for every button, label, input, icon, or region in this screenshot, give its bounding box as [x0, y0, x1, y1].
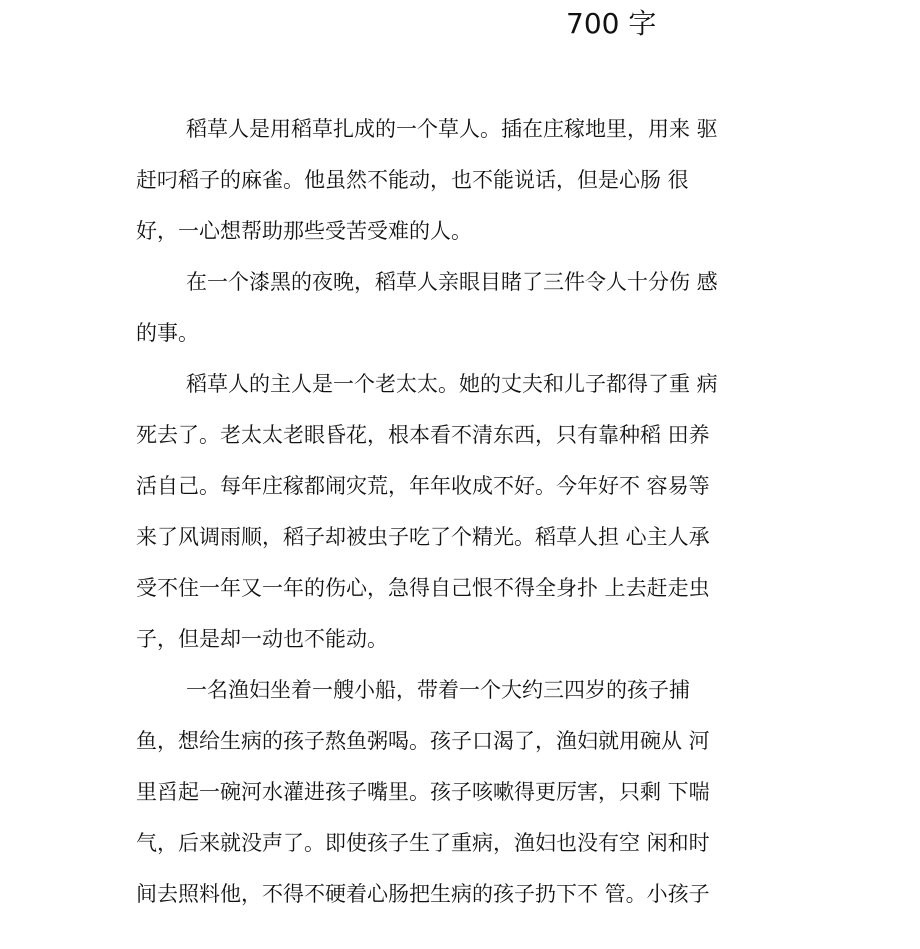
paragraph-4-line-3: 里舀起一碗河水灌进孩子嘴里。孩子咳嗽得更厉害，只剩 下喘: [136, 780, 710, 804]
paragraph-3-line-2: 死去了。老太太老眼昏花，根本看不清东西，只有靠种稻 田养: [136, 423, 710, 447]
paragraph-2-line-1: 在一个漆黑的夜晚，稻草人亲眼目睹了三件令人十分伤 感: [186, 270, 718, 294]
paragraph-1-line-3: 好，一心想帮助那些受苦受难的人。: [136, 219, 472, 243]
paragraph-4-line-1: 一名渔妇坐着一艘小船，带着一个大约三四岁的孩子捕: [186, 678, 690, 702]
paragraph-3-line-5: 受不住一年又一年的伤心，急得自己恨不得全身扑 上去赶走虫: [136, 576, 710, 600]
paragraph-4-line-5: 间去照料他，不得不硬着心肠把生病的孩子扔下不 管。小孩子: [136, 882, 710, 906]
paragraph-3-line-6: 子，但是却一动也不能动。: [136, 627, 388, 651]
page-title: 700 字: [566, 7, 657, 40]
paragraph-1-line-2: 赶叼稻子的麻雀。他虽然不能动，也不能说话，但是心肠 很: [136, 168, 689, 192]
paragraph-4-line-4: 气，后来就没声了。即使孩子生了重病，渔妇也没有空 闲和时: [136, 831, 710, 855]
paragraph-2-line-2: 的事。: [136, 321, 199, 345]
paragraph-1-line-1: 稻草人是用稻草扎成的一个草人。插在庄稼地里，用来 驱: [186, 117, 718, 141]
paragraph-3-line-4: 来了风调雨顺，稻子却被虫子吃了个精光。稻草人担 心主人承: [136, 525, 710, 549]
paragraph-4-line-2: 鱼，想给生病的孩子熬鱼粥喝。孩子口渴了，渔妇就用碗从 河: [136, 729, 710, 753]
paragraph-3-line-1: 稻草人的主人是一个老太太。她的丈夫和儿子都得了重 病: [186, 372, 718, 396]
document-body: [136, 104, 748, 920]
paragraph-3-line-3: 活自己。每年庄稼都闹灾荒，年年收成不好。今年好不 容易等: [136, 474, 710, 498]
